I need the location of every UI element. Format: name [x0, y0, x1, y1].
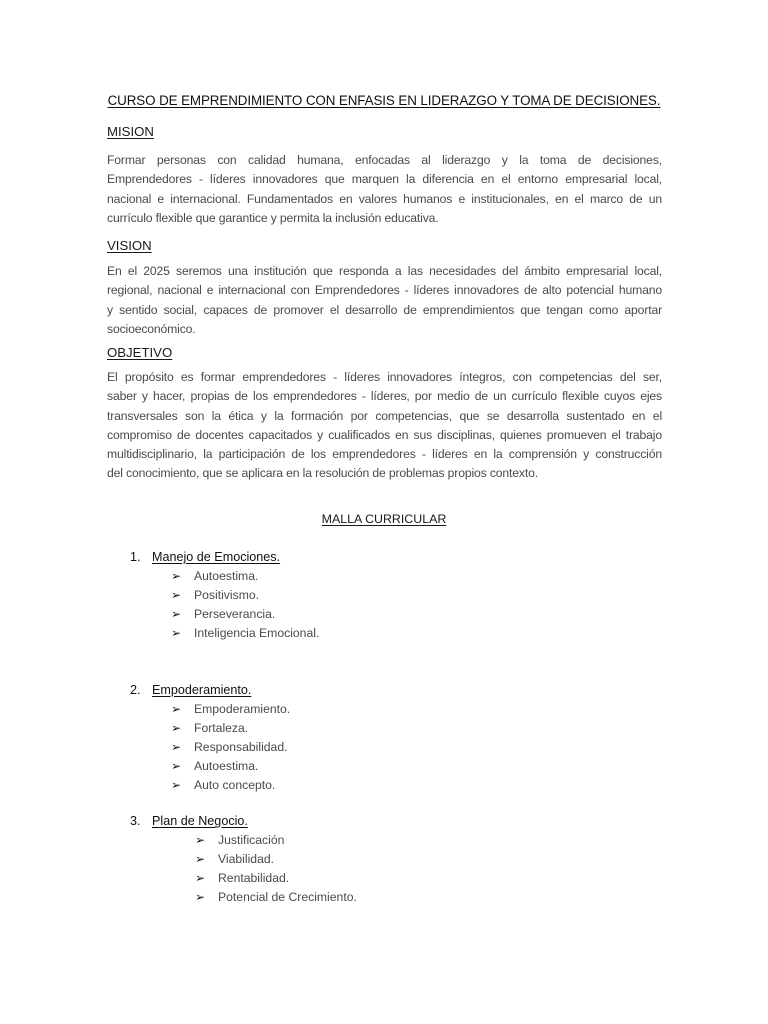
- list-item-label: Potencial de Crecimiento.: [218, 890, 357, 904]
- list-item: [171, 757, 290, 776]
- list-item: [171, 624, 319, 643]
- vision-line: y sentido social, capaces de promover el desarrollo de emprendimientos que tengan como aportar: [107, 302, 662, 317]
- arrow-bullet-icon: ➢: [171, 626, 182, 640]
- list-item-label: Auto concepto.: [194, 778, 276, 792]
- arrow-bullet-icon: ➢: [195, 833, 206, 847]
- objetivo-line: del conocimiento, que se aplicara en la resolución de problemas propios contexto.: [107, 466, 538, 481]
- objetivo-line: transversales son la ética y la formación por competencias, que se desarrolla sustentado en el: [107, 408, 662, 423]
- module-number: 2.: [130, 683, 141, 697]
- curriculum-module-2: [130, 681, 290, 795]
- objetivo-paragraph: [107, 368, 662, 484]
- mision-line: Formar personas con calidad humana, enfocadas al liderazgo y la toma de decisiones,: [107, 153, 662, 167]
- list-item: [195, 850, 357, 869]
- list-item-label: Rentabilidad.: [218, 871, 290, 885]
- mision-line: Emprendedores - líderes innovadores que marquen la diferencia en el entorno empresarial local,: [107, 172, 662, 187]
- mision-line: currículo flexible que garantice y permita la inclusión educativa.: [107, 210, 439, 225]
- module-heading: [130, 812, 357, 831]
- mision-paragraph: [107, 151, 662, 228]
- arrow-bullet-icon: ➢: [171, 759, 182, 773]
- arrow-bullet-icon: ➢: [195, 852, 206, 866]
- arrow-bullet-icon: ➢: [195, 890, 206, 904]
- module-name: Plan de Negocio.: [152, 814, 248, 828]
- list-item-label: Inteligencia Emocional.: [194, 626, 320, 640]
- list-item-label: Empoderamiento.: [194, 702, 291, 716]
- list-item-label: Justificación: [218, 833, 285, 847]
- vision-paragraph: [107, 262, 662, 339]
- objetivo-heading: OBJETIVO: [107, 345, 173, 360]
- module-item-list: [130, 700, 290, 795]
- mision-line: nacional e internacional. Fundamentados en valores humanos e institucionales, en el marco de un: [107, 191, 662, 206]
- vision-line: socioeconómico.: [107, 321, 196, 336]
- module-item-list: [130, 831, 357, 907]
- module-heading: [130, 548, 319, 567]
- list-item-label: Autoestima.: [194, 759, 259, 773]
- arrow-bullet-icon: ➢: [171, 740, 182, 754]
- list-item: [171, 586, 319, 605]
- mision-heading: MISION: [107, 124, 154, 139]
- document-title: CURSO DE EMPRENDIMIENTO CON ENFASIS EN LIDERAZGO Y TOMA DE DECISIONES.: [107, 93, 661, 108]
- arrow-bullet-icon: ➢: [171, 607, 182, 621]
- malla-curricular-heading: MALLA CURRICULAR: [321, 512, 447, 526]
- list-item: [171, 605, 319, 624]
- arrow-bullet-icon: ➢: [171, 569, 182, 583]
- list-item-label: Viabilidad.: [218, 852, 275, 866]
- arrow-bullet-icon: ➢: [171, 588, 182, 602]
- list-item-label: Responsabilidad.: [194, 740, 288, 754]
- list-item-label: Autoestima.: [194, 569, 259, 583]
- objetivo-line: compromiso de docentes capacitados y cualificados en sus disciplinas, quienes promueven el trabajo: [107, 427, 662, 442]
- list-item-label: Fortaleza.: [194, 721, 249, 735]
- module-name: Manejo de Emociones.: [152, 550, 281, 564]
- module-heading: [130, 681, 290, 700]
- arrow-bullet-icon: ➢: [171, 778, 182, 792]
- module-name: Empoderamiento.: [152, 683, 252, 697]
- vision-line: En el 2025 seremos una institución que responda a las necesidades del ámbito empresarial local,: [107, 264, 662, 278]
- list-item: [171, 567, 319, 586]
- vision-heading: VISION: [107, 238, 152, 253]
- list-item: [171, 700, 290, 719]
- list-item: [195, 869, 357, 888]
- list-item: [171, 776, 290, 795]
- list-item: [171, 738, 290, 757]
- vision-line: regional, nacional e internacional con Emprendedores - líderes innovadores de alto potencial humano: [107, 283, 662, 298]
- arrow-bullet-icon: ➢: [195, 871, 206, 885]
- list-item: [195, 888, 357, 907]
- curriculum-module-3: [130, 812, 357, 907]
- list-item: [171, 719, 290, 738]
- module-item-list: [130, 567, 319, 643]
- objetivo-line: multidisciplinario, la participación de los emprendedores - líderes en la comprensión y construcción: [107, 447, 662, 462]
- list-item-label: Perseverancia.: [194, 607, 276, 621]
- list-item: [195, 831, 357, 850]
- curriculum-module-1: [130, 548, 319, 643]
- module-number: 1.: [130, 550, 141, 564]
- arrow-bullet-icon: ➢: [171, 702, 182, 716]
- arrow-bullet-icon: ➢: [171, 721, 182, 735]
- objetivo-line: El propósito es formar emprendedores - líderes innovadores íntegros, con competencias del ser,: [107, 370, 662, 384]
- module-number: 3.: [130, 814, 141, 828]
- objetivo-line: saber y hacer, propias de los emprendedores - líderes, por medio de un currículo flexible cuyos ejes: [107, 389, 662, 404]
- list-item-label: Positivismo.: [194, 588, 260, 602]
